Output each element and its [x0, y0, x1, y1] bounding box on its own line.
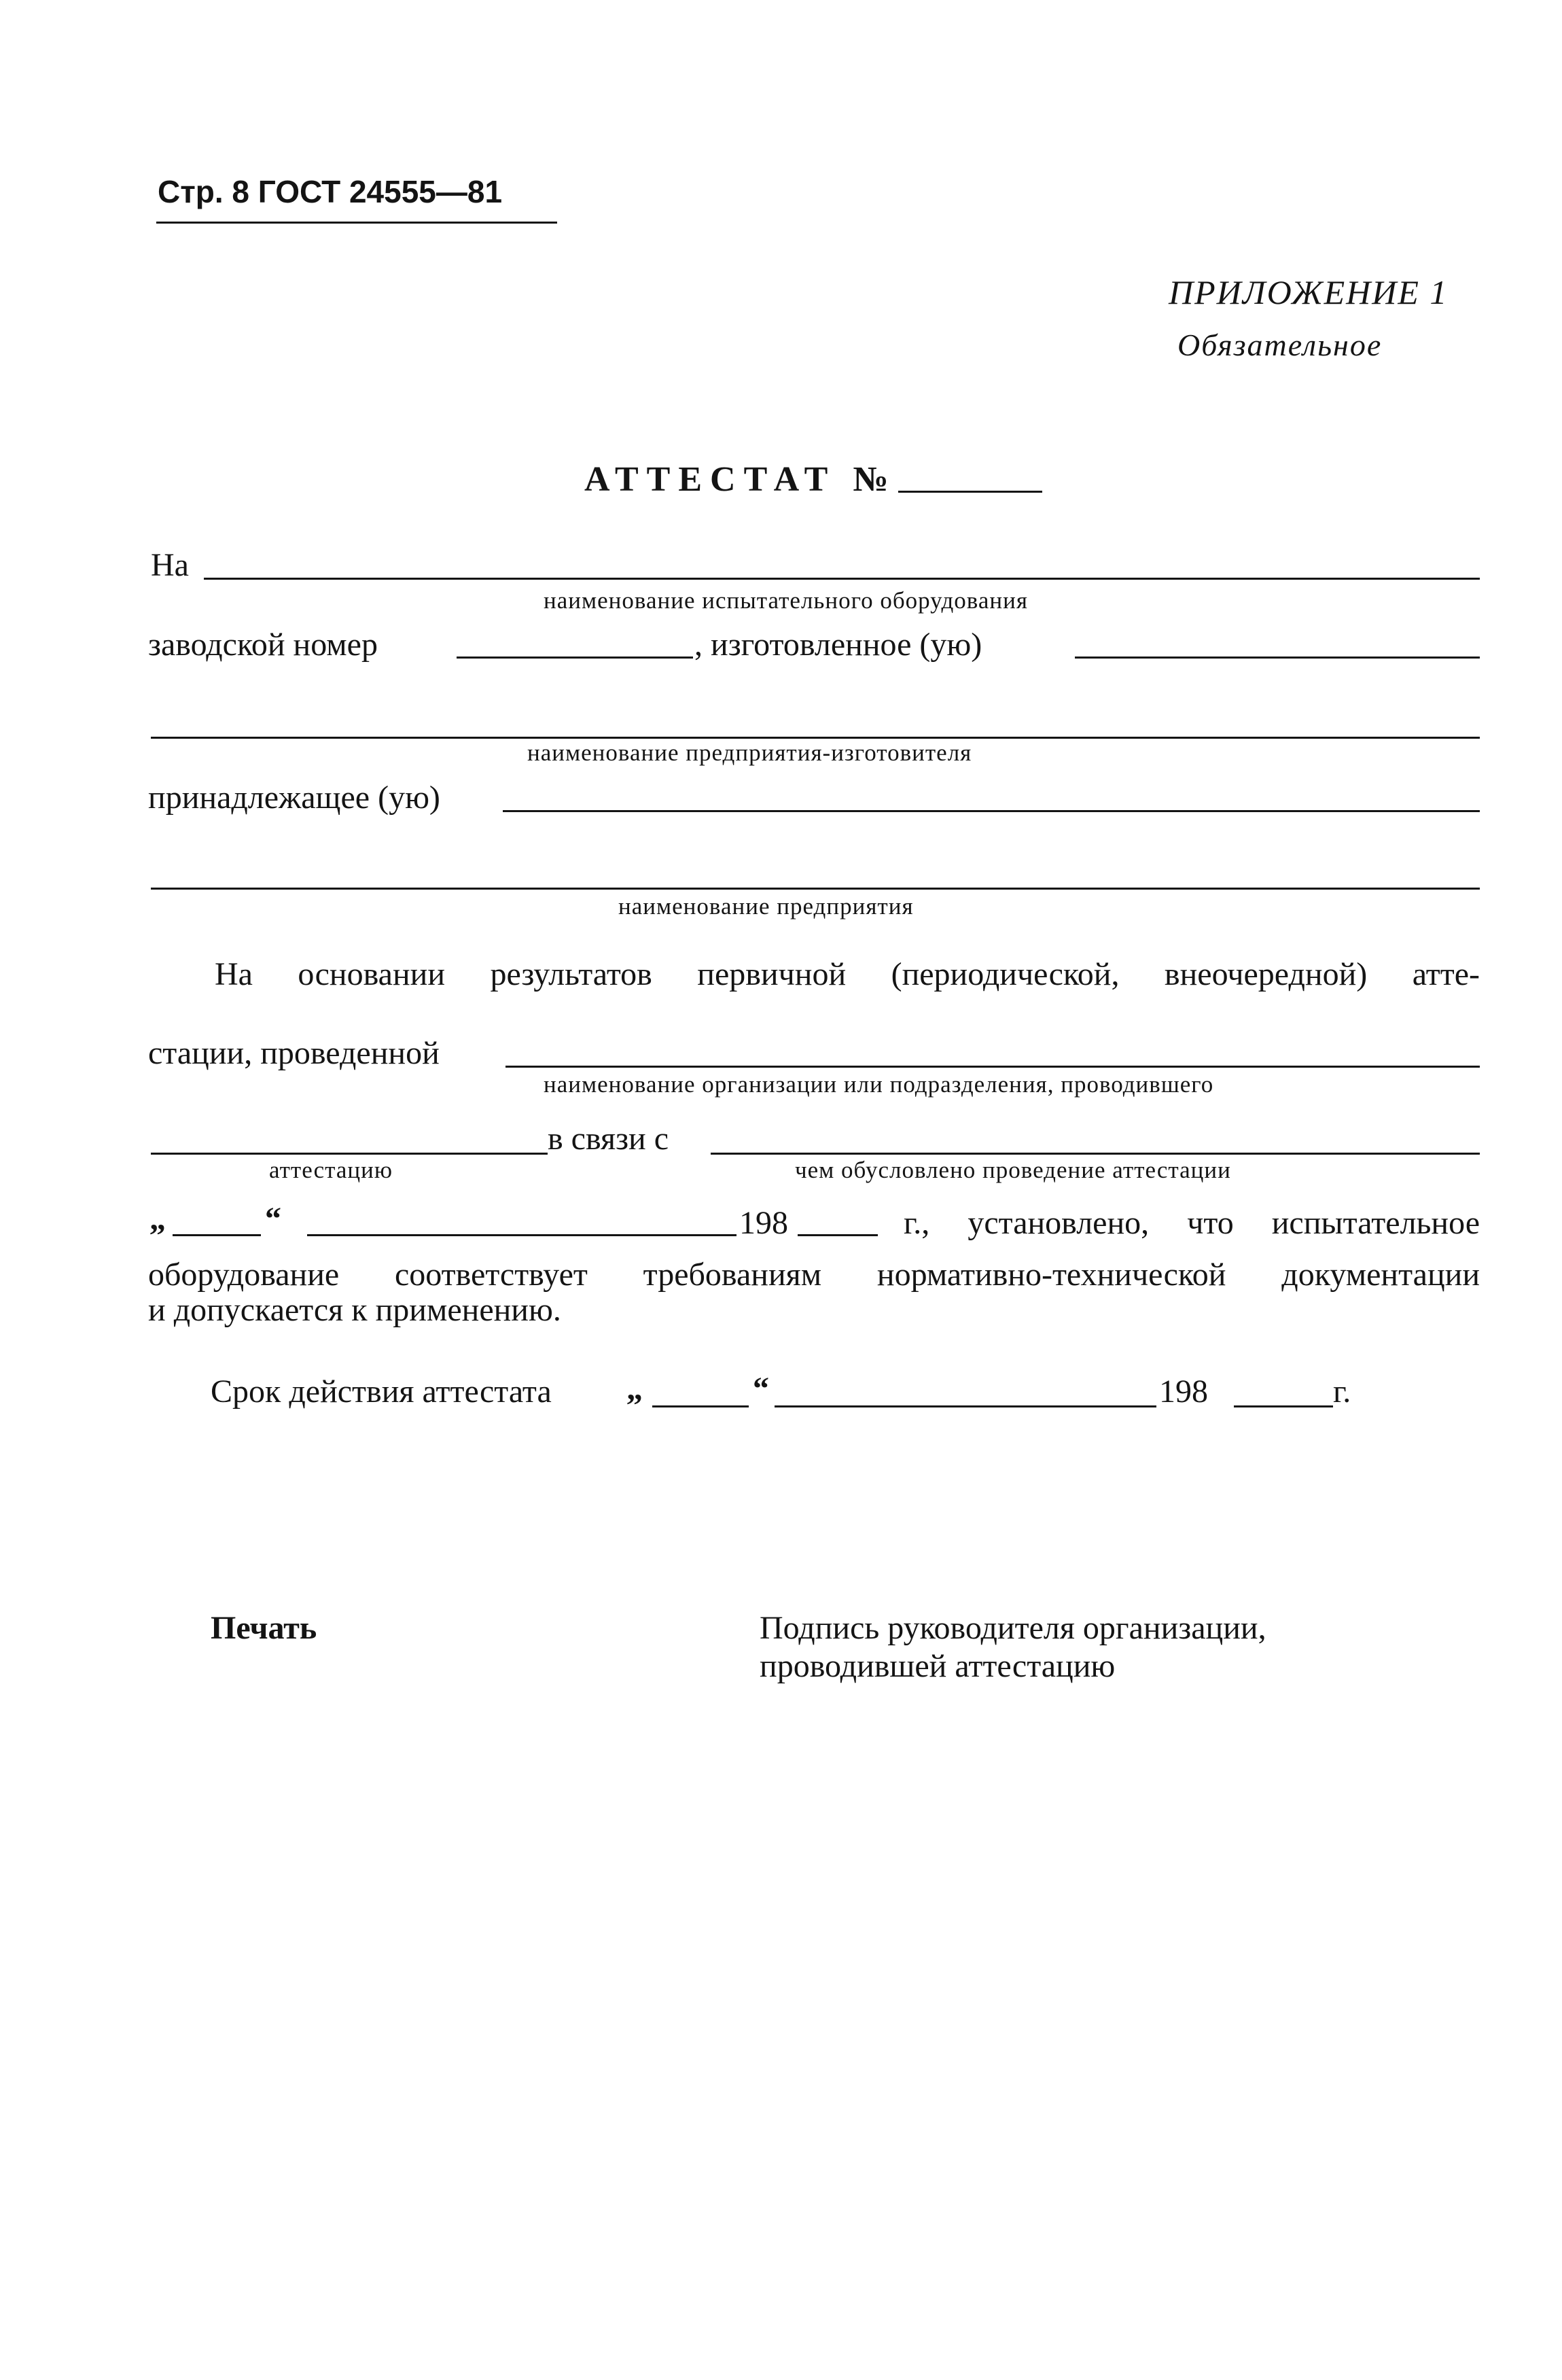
date-year-prefix: 198 [739, 1205, 788, 1241]
manufacturer-field-start[interactable] [1075, 657, 1480, 659]
equipment-caption: наименование испытательного оборудования [544, 587, 1028, 614]
serial-label: заводской номер [148, 627, 378, 663]
manufacturer-field[interactable] [151, 737, 1480, 739]
enterprise-caption: наименование предприятия [618, 893, 914, 920]
validity-quote-close: “ [753, 1371, 769, 1407]
manufacturer-caption: наименование предприятия-изготовителя [527, 739, 972, 766]
date-year-field[interactable] [798, 1234, 878, 1236]
basis-text: На основании результатов первичной (периодической, внеочередной) атте- [215, 956, 1480, 992]
appendix-title: ПРИЛОЖЕНИЕ 1 [1169, 273, 1449, 311]
validity-day-field[interactable] [652, 1405, 749, 1407]
owner-field-start[interactable] [503, 810, 1480, 812]
attestation-caption: аттестацию [269, 1157, 393, 1183]
validity-quote-open: „ [626, 1371, 643, 1407]
validity-label: Срок действия аттестата [211, 1373, 552, 1410]
established-text: г., установлено, что испытательное [904, 1205, 1480, 1241]
reason-field[interactable] [711, 1153, 1480, 1155]
validity-year-field[interactable] [1234, 1405, 1333, 1407]
on-label: На [151, 547, 189, 583]
belonging-label: принадлежащее (ую) [148, 780, 440, 816]
serial-number-field[interactable] [457, 657, 693, 659]
owner-enterprise-field[interactable] [151, 888, 1480, 890]
signature-line-1: Подпись руководителя организации, [760, 1610, 1266, 1646]
date-day-field[interactable] [173, 1234, 261, 1236]
attestation-label: стации, проведенной [148, 1035, 440, 1071]
signature-line-2: проводившей аттестацию [760, 1648, 1116, 1684]
validity-year-suffix: г. [1333, 1373, 1351, 1410]
validity-month-field[interactable] [775, 1405, 1156, 1407]
conclusion-line-1: оборудование соответствует требованиям нормативно-технической документации [148, 1257, 1480, 1293]
conclusion-line-2: и допускается к применению. [148, 1292, 561, 1328]
validity-year-prefix: 198 [1159, 1373, 1208, 1410]
organization-field[interactable] [505, 1066, 1480, 1068]
header-rule [156, 222, 557, 224]
page-reference: Стр. 8 ГОСТ 24555—81 [158, 174, 503, 209]
manufactured-label: , изготовленное (ую) [694, 627, 982, 663]
certificate-title: АТТЕСТАТ № [584, 460, 897, 499]
date-quote-close: “ [265, 1201, 281, 1237]
organization-caption: наименование организации или подразделения, проводившего [544, 1071, 1214, 1098]
date-month-field[interactable] [307, 1234, 736, 1236]
appendix-status: Обязательное [1177, 328, 1383, 362]
reason-caption: чем обусловлено проведение аттестации [795, 1157, 1231, 1183]
certificate-number-field[interactable] [898, 491, 1042, 493]
stamp-label: Печать [211, 1610, 317, 1646]
date-quote-open: „ [149, 1201, 166, 1237]
equipment-name-field[interactable] [204, 578, 1480, 580]
organization-field-continued[interactable] [151, 1153, 548, 1155]
due-label: в связи с [548, 1121, 669, 1157]
